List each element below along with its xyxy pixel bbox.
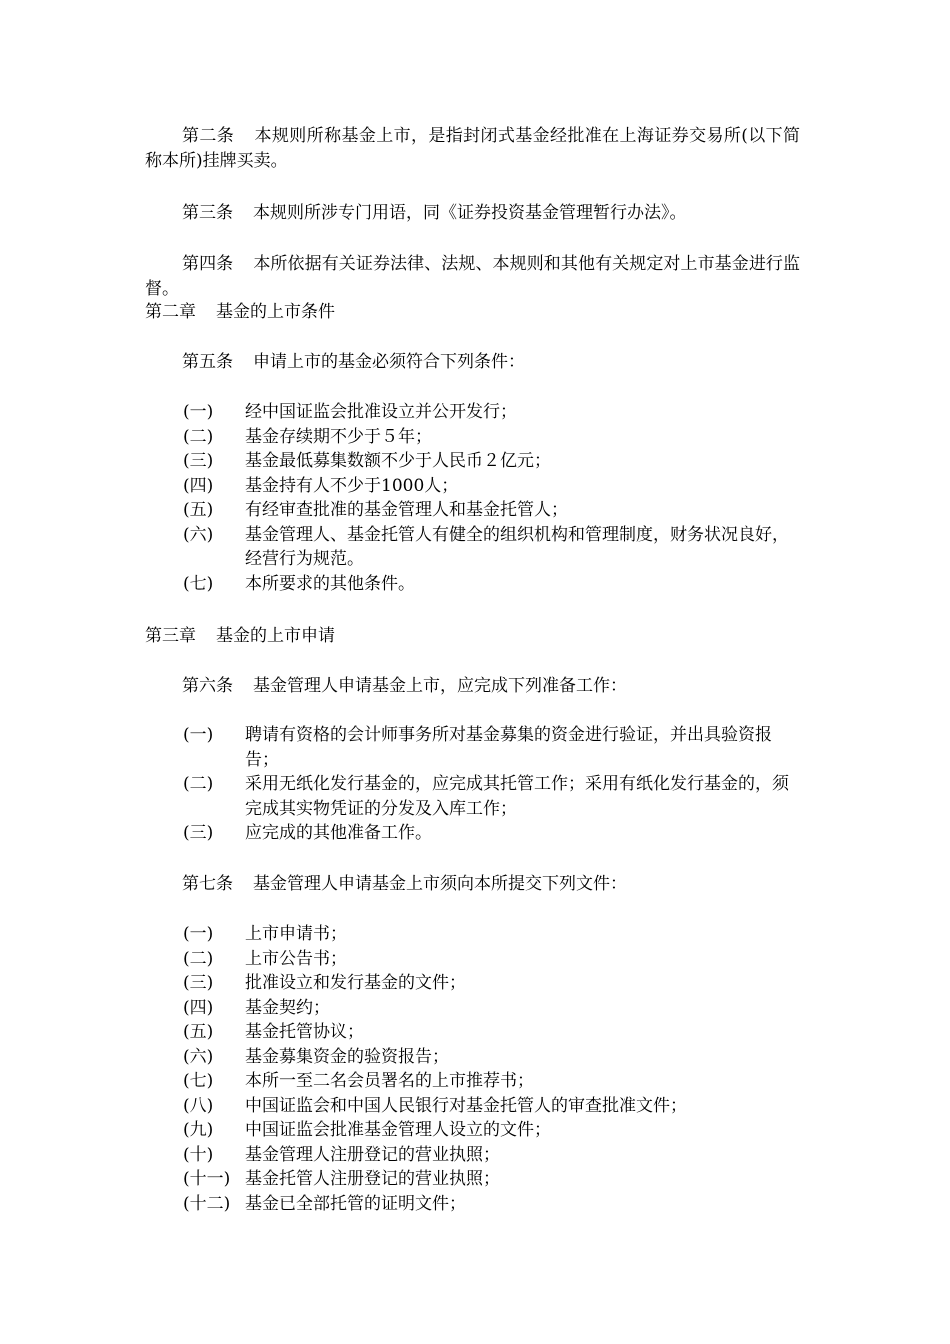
article-text: 本所依据有关证券法律、法规、本规则和其他有关规定对上市基金进行监督。 <box>145 254 801 299</box>
list-item-text: 基金托管人注册登记的营业执照； <box>245 1169 500 1189</box>
chapter-label: 第三章 <box>145 626 196 646</box>
list-item <box>183 523 803 572</box>
list-item-number: (一) <box>183 725 214 745</box>
list-item-number: (五) <box>183 500 214 520</box>
list-item-number: (七) <box>183 1071 214 1091</box>
list-item-text: 基金已全部托管的证明文件； <box>245 1193 466 1214</box>
list-item-number: (一) <box>183 924 214 944</box>
article-label: 第六条 <box>182 676 233 696</box>
preparation-list <box>183 723 803 846</box>
article-text: 本规则所涉专门用语，同《证券投资基金管理暂行办法》。 <box>253 203 687 223</box>
list-item-number: (六) <box>183 1046 214 1067</box>
list-item-text: 基金持有人不少于1000人； <box>245 475 459 496</box>
list-item <box>183 772 803 821</box>
article-5 <box>145 350 800 375</box>
article-6 <box>145 674 800 699</box>
list-item-text: 上市公告书； <box>245 948 347 969</box>
list-item-text: 基金管理人、基金托管人有健全的组织机构和管理制度，财务状况良好，经营行为规范。 <box>245 524 789 569</box>
list-item-text: 有经审查批准的基金管理人和基金托管人； <box>245 500 568 520</box>
list-item-number: (一) <box>183 402 214 422</box>
list-item-text: 采用无纸化发行基金的，应完成其托管工作；采用有纸化发行基金的，须完成其实物凭证的分发及入库工作； <box>245 774 789 819</box>
list-item-text: 基金管理人注册登记的营业执照； <box>245 1144 500 1165</box>
list-item <box>183 723 803 772</box>
list-item-text: 应完成的其他准备工作。 <box>245 823 432 843</box>
chapter-label: 第二章 <box>145 302 196 322</box>
article-label: 第二条 <box>182 126 235 146</box>
article-text: 基金管理人申请基金上市须向本所提交下列文件： <box>253 874 627 894</box>
list-item-text: 本所一至二名会员署名的上市推荐书； <box>245 1071 534 1091</box>
article-7 <box>145 872 800 897</box>
list-item <box>183 922 803 947</box>
list-item <box>183 996 803 1021</box>
list-item-number: (三) <box>183 451 214 471</box>
list-item <box>183 425 803 450</box>
article-2 <box>145 124 800 173</box>
article-4 <box>145 252 800 301</box>
list-item <box>183 1167 803 1192</box>
list-item <box>183 1192 803 1217</box>
list-item-number: (十二) <box>183 1193 231 1214</box>
list-item-number: (十) <box>183 1144 214 1165</box>
list-item <box>183 1094 803 1119</box>
list-item <box>183 498 803 523</box>
list-item <box>183 947 803 972</box>
list-item-text: 中国证监会批准基金管理人设立的文件； <box>245 1120 551 1140</box>
chapter-title: 基金的上市申请 <box>216 626 335 646</box>
list-item-text: 基金托管协议； <box>245 1022 364 1042</box>
list-item <box>183 474 803 499</box>
list-item <box>183 821 803 846</box>
list-item-text: 经中国证监会批准设立并公开发行； <box>245 402 517 422</box>
list-item <box>183 572 803 597</box>
article-3 <box>145 201 800 226</box>
list-item-number: (七) <box>183 573 214 594</box>
conditions-list <box>183 400 803 596</box>
article-label: 第五条 <box>182 352 233 372</box>
list-item <box>183 1045 803 1070</box>
list-item-number: (四) <box>183 997 214 1018</box>
list-item-number: (四) <box>183 475 214 496</box>
list-item-text: 基金存续期不少于５年； <box>245 426 432 447</box>
list-item-number: (十一) <box>183 1169 231 1189</box>
list-item-number: (六) <box>183 524 214 545</box>
list-item-number: (二) <box>183 426 214 447</box>
list-item-text: 基金契约； <box>245 997 330 1018</box>
list-item <box>183 1020 803 1045</box>
article-label: 第三条 <box>182 203 233 223</box>
list-item-number: (八) <box>183 1095 214 1116</box>
article-label: 第七条 <box>182 874 233 894</box>
list-item-text: 本所要求的其他条件。 <box>245 573 415 594</box>
article-text: 申请上市的基金必须符合下列条件： <box>253 352 525 372</box>
list-item-text: 中国证监会和中国人民银行对基金托管人的审查批准文件； <box>245 1095 687 1116</box>
article-text: 基金管理人申请基金上市，应完成下列准备工作： <box>253 676 627 696</box>
list-item-text: 基金募集资金的验资报告； <box>245 1046 449 1067</box>
list-item-text: 上市申请书； <box>245 924 347 944</box>
list-item <box>183 971 803 996</box>
list-item-number: (二) <box>183 774 214 794</box>
article-text: 本规则所称基金上市，是指封闭式基金经批准在上海证券交易所(以下简称本所)挂牌买卖。 <box>145 126 801 171</box>
article-label: 第四条 <box>182 254 234 274</box>
list-item <box>183 1069 803 1094</box>
list-item <box>183 1143 803 1168</box>
documents-list <box>183 922 803 1216</box>
list-item <box>183 400 803 425</box>
list-item-number: (三) <box>183 823 214 843</box>
chapter-2-heading <box>145 300 800 325</box>
list-item-number: (二) <box>183 948 214 969</box>
list-item-number: (九) <box>183 1120 214 1140</box>
list-item <box>183 1118 803 1143</box>
chapter-3-heading <box>145 624 800 649</box>
list-item-number: (三) <box>183 973 214 993</box>
list-item <box>183 449 803 474</box>
list-item-text: 批准设立和发行基金的文件； <box>245 973 466 993</box>
chapter-title: 基金的上市条件 <box>216 302 335 322</box>
list-item-number: (五) <box>183 1022 214 1042</box>
list-item-text: 聘请有资格的会计师事务所对基金募集的资金进行验证，并出具验资报告； <box>245 725 772 770</box>
list-item-text: 基金最低募集数额不少于人民币２亿元； <box>245 451 551 471</box>
